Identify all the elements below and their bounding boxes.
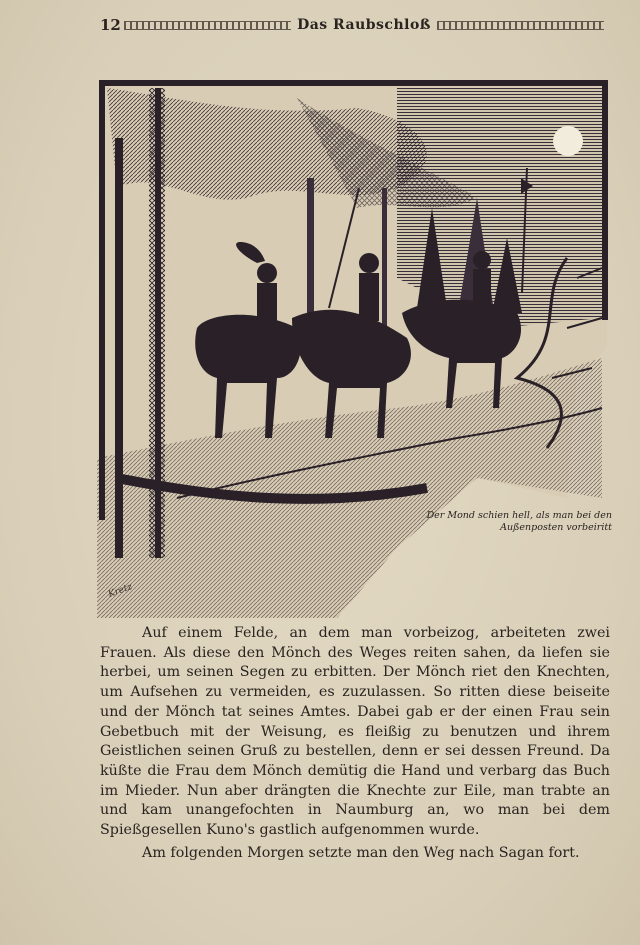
night-ride-engraving: [97, 78, 610, 618]
ornament-right: [437, 21, 604, 30]
moon: [553, 126, 583, 156]
body-text: [100, 624, 610, 863]
paragraph-1: Auf einem Felde, an dem man vorbeizog, arbeiteten zwei Frauen. Als diese den Mönch des Weges reiten sahen, da liefen sie herbei, um seinen Segen zu erbitten. Der Mönch riet den Knechten, um Aufsehen zu vermeiden, es zuzulassen. So ritten diese beiseite und der Mönch tat seines Amtes. Dabei gab er der einen Frau sein Gebetbuch mit der Weisung, es fleißig zu benutzen und ihrem Geistlichen seinen Gruß zu bestellen, denn er sei dessen Freund. Da küßte die Frau dem Mönch demütig die Hand und verbarg das Buch im Mieder. Nun aber drängten die Knechte zur Eile, man trabte an und kam unangefochten in Naumburg an, wo man bei dem Spießgesellen Kuno's gastlich aufgenommen wurde.: [100, 625, 610, 839]
illustration-caption: [400, 510, 612, 534]
illustration: [97, 78, 610, 618]
ornament-left: [124, 21, 291, 30]
caption-line-2: Außenposten vorbeiritt: [500, 522, 612, 533]
page-number: 12: [100, 16, 121, 34]
page-header: [100, 14, 610, 36]
running-title: Das Raubschloß: [297, 17, 431, 33]
caption-line-1: Der Mond schien hell, als man bei den: [426, 510, 612, 521]
paragraph-2: Am folgenden Morgen setzte man den Weg nach Sagan fort.: [142, 844, 580, 861]
artist-signature: Kretz: [107, 582, 134, 600]
